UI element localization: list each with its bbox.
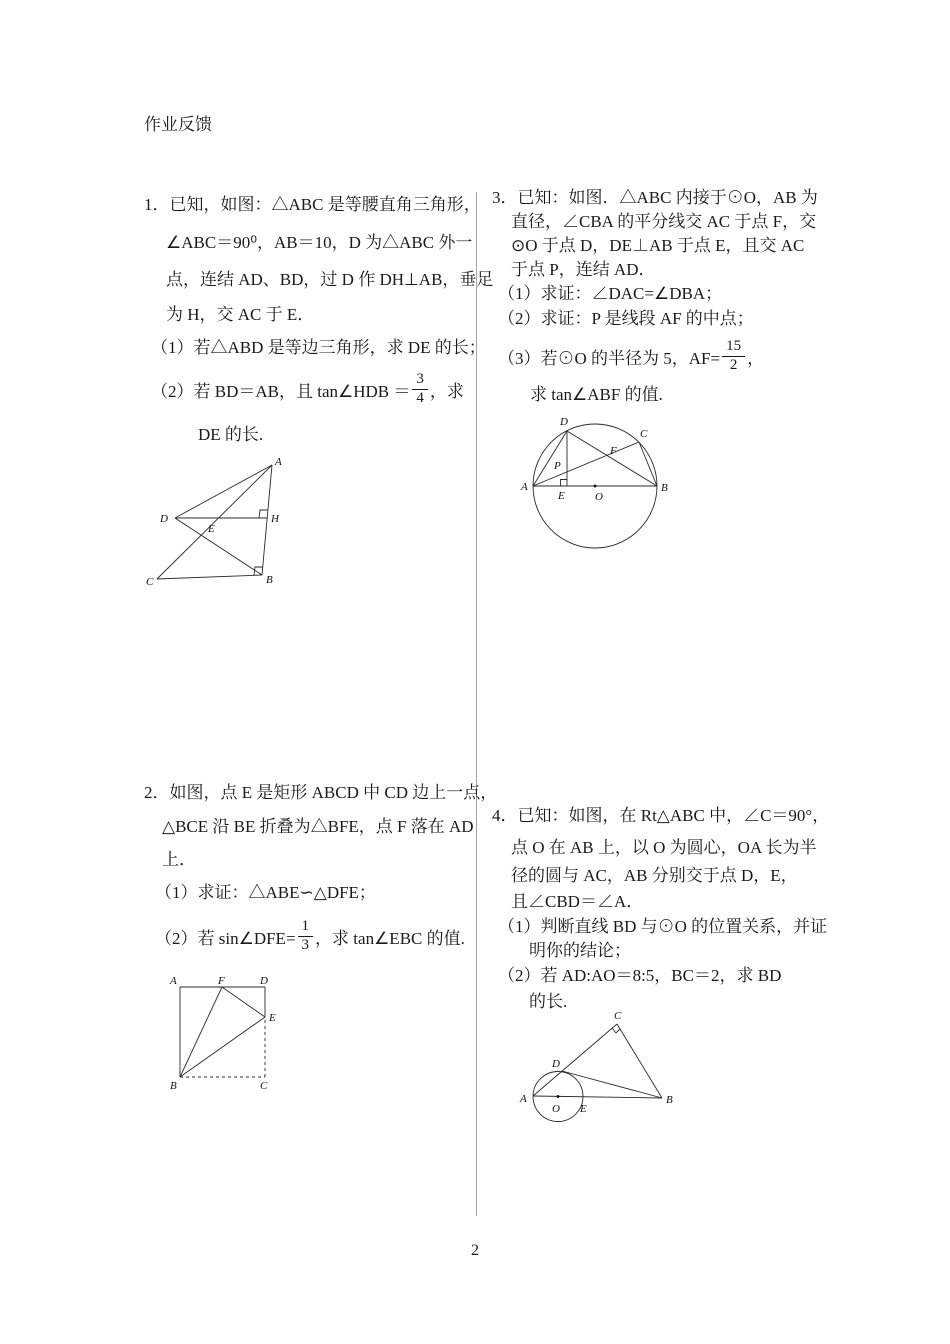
problem4-line-5: （1）判断直线 BD 与⊙O 的位置关系，并证: [498, 917, 828, 936]
segment-BE: [180, 1017, 265, 1077]
problem2-line-1: 2．如图，点 E 是矩形 ABCD 中 CD 边上一点，: [144, 783, 498, 802]
label-E: E: [558, 490, 565, 502]
problem4-line-2: 点 O 在 AB 上，以 O 为圆心，OA 长为半: [511, 838, 817, 857]
segment-AC: [533, 1024, 617, 1096]
label-A: A: [520, 1093, 527, 1105]
center-dot-O: [594, 485, 597, 488]
problem4-line-4: 且∠CBD＝∠A．: [511, 892, 644, 911]
right-angle-mark-H: [259, 510, 268, 518]
center-dot-O: [557, 1095, 560, 1098]
problem1-line-3: 点，连结 AD、BD，过 D 作 DH⊥AB，垂足: [166, 270, 494, 289]
problem2-line-3: 上．: [162, 850, 196, 869]
fraction-denominator: 3: [301, 936, 310, 953]
label-O: O: [552, 1103, 560, 1115]
label-P: P: [554, 460, 561, 472]
fraction-15-2: [722, 339, 745, 374]
segment-BF: [180, 987, 222, 1077]
problem3-line-2: 直径，∠CBA 的平分线交 AC 于点 F，交: [511, 212, 817, 231]
problem2-line-4: （1）求证：△ABE∽△DFE；: [155, 883, 376, 902]
problem2-line-5: [144, 911, 489, 961]
segment-CB: [617, 1024, 662, 1098]
problem1-block: [144, 186, 494, 456]
fraction-denominator: 4: [416, 389, 424, 406]
problem4-line-7: （2）若 AD:AO＝8:5，BC＝2，求 BD: [498, 966, 782, 985]
problem3-line-1: 3．已知：如图．△ABC 内接于⊙O，AB 为: [492, 188, 818, 207]
label-C: C: [640, 428, 648, 440]
problem3-line-6: （2）求证：P 是线段 AF 的中点；: [498, 309, 754, 328]
label-O: O: [595, 491, 603, 503]
problem2-block: [144, 776, 498, 961]
problem1-diagram: [146, 452, 295, 602]
segment-CB: [639, 442, 657, 486]
problem2-line-5-text-after: ，求 tan∠EBC 的值.: [315, 928, 465, 948]
label-E: E: [269, 1012, 276, 1024]
problem4-block: [492, 798, 842, 1014]
label-B: B: [170, 1080, 177, 1092]
label-F: F: [610, 445, 617, 457]
problem1-line-6: [144, 364, 484, 414]
segment-AD: [533, 431, 567, 486]
label-A: A: [521, 481, 528, 493]
fraction-numerator: 1: [298, 919, 314, 937]
segment-BC: [157, 575, 262, 579]
page-number: 2: [471, 1242, 479, 1259]
fraction-numerator: 3: [412, 372, 428, 390]
problem3-line-4: 于点 P，连结 AD．: [511, 260, 656, 279]
fraction-3-4: [412, 372, 428, 407]
label-B: B: [666, 1094, 673, 1106]
problem2-diagram: [170, 977, 285, 1097]
label-D: D: [160, 513, 168, 525]
problem4-diagram: [518, 1010, 683, 1135]
fraction-1-3: [298, 919, 314, 954]
problem3-line-7: [492, 332, 837, 380]
problem1-line-6-text: （2）若 BD＝AB，且 tan∠HDB ＝: [151, 381, 411, 401]
segment-CA: [157, 465, 272, 579]
label-B: B: [266, 574, 273, 586]
right-angle-mark-C: [612, 1028, 620, 1033]
right-angle-mark-E: [561, 480, 568, 487]
problem2-line-5-text: （2）若 sin∠DFE=: [155, 928, 296, 948]
problem4-line-3: 径的圆与 AC，AB 分别交于点 D，E，: [511, 866, 798, 885]
problem1-line-5: （1）若△ABD 是等边三角形，求 DE 的长；: [151, 338, 486, 357]
segment-FE: [222, 987, 265, 1017]
fraction-numerator: 15: [722, 339, 745, 357]
label-F: F: [218, 975, 225, 987]
segment-AD: [175, 465, 272, 518]
problem1-line-2: ∠ABC＝90⁰，AB＝10，D 为△ABC 外一: [166, 233, 473, 252]
label-A: A: [275, 456, 282, 468]
segment-DB: [175, 518, 262, 575]
page-title: 作业反馈: [144, 115, 212, 134]
label-C: C: [260, 1080, 268, 1092]
problem1-line-1: 1．已知，如图：△ABC 是等腰直角三角形，: [144, 195, 481, 214]
label-H: H: [271, 513, 279, 525]
problem1-line-6-text-after: ，求: [429, 381, 464, 401]
segment-AB: [533, 1096, 662, 1098]
label-B: B: [661, 482, 668, 494]
problem1-line-4: 为 H，交 AC 于 E．: [166, 305, 315, 324]
problem3-line-8: 求 tan∠ABF 的值.: [530, 385, 663, 404]
problem3-line-7-text-after: ，: [747, 348, 765, 368]
problem1-line-7: DE 的长.: [198, 425, 264, 444]
label-D: D: [560, 416, 568, 428]
problem3-line-7-text: （3）若⊙O 的半径为 5，AF=: [498, 348, 721, 368]
problem3-line-5: （1）求证：∠DAC=∠DBA；: [498, 284, 723, 303]
label-D: D: [260, 975, 268, 987]
label-E: E: [208, 523, 215, 535]
label-C: C: [146, 576, 154, 588]
problem4-line-6: 明你的结论；: [529, 941, 631, 960]
problem3-line-3: ⊙O 于点 D，DE⊥AB 于点 E，且交 AC: [511, 236, 805, 255]
problem3-diagram: [523, 410, 673, 565]
label-A: A: [170, 975, 177, 987]
problem4-line-1: 4．已知：如图，在 Rt△ABC 中，∠C＝90°，: [492, 806, 830, 825]
problem4-line-8: 的长.: [529, 992, 568, 1011]
label-D: D: [552, 1058, 560, 1070]
label-C: C: [614, 1010, 622, 1022]
problem3-block: [492, 186, 837, 410]
segment-AC: [533, 442, 639, 486]
problem2-line-2: △BCE 沿 BE 折叠为△BFE，点 F 落在 AD: [162, 817, 474, 836]
fraction-denominator: 2: [729, 356, 738, 373]
label-E: E: [580, 1103, 587, 1115]
segment-BD: [562, 1071, 662, 1098]
